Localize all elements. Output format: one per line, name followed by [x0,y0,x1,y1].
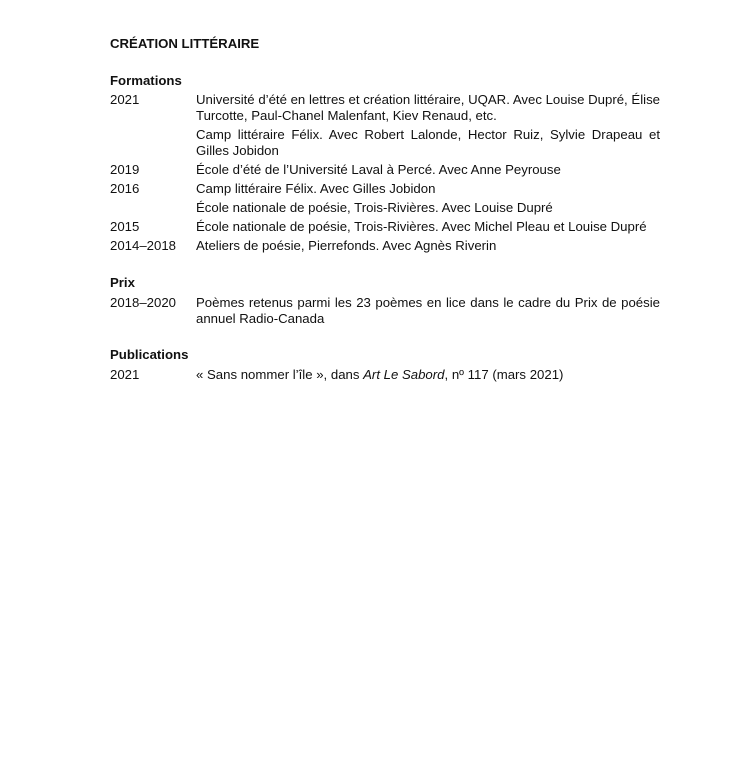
entry-description [196,367,660,383]
formation-entry [110,219,660,235]
entry-description: Camp littéraire Félix. Avec Gilles Jobidon [196,181,436,196]
entry-year: 2018–2020 [110,295,177,310]
prix-entry [110,295,660,327]
entry-year: 2015 [110,219,140,234]
publication-journal-title: Art Le Sabord [363,367,445,382]
entry-description: Ateliers de poésie, Pierrefonds. Avec Agnès Riverin [196,238,497,253]
entry-description: École nationale de poésie, Trois-Rivières. Avec Louise Dupré [196,200,553,215]
entry-year: 2021 [110,92,140,107]
page-title: CRÉATION LITTÉRAIRE [110,36,260,51]
entry-year: 2021 [110,367,140,382]
formation-entry [110,162,660,178]
section-prix [110,275,660,327]
section-heading-formations: Formations [110,73,182,88]
formation-entry [110,200,660,216]
publication-entry [110,367,660,383]
entry-year: 2019 [110,162,140,177]
entry-year: 2016 [110,181,140,196]
formation-entry [110,92,660,124]
section-publications [110,347,660,383]
entry-description: École nationale de poésie, Trois-Rivières. Avec Michel Pleau et Louise Dupré [196,219,647,234]
entry-description: Camp littéraire Félix. Avec Robert Lalonde, Hector Ruiz, Sylvie Drapeau et Gilles Jobidon [196,127,660,158]
section-heading-publications: Publications [110,347,189,362]
entry-description: Université d’été en lettres et création littéraire, UQAR. Avec Louise Dupré, Élise Turcotte, Paul-Chanel Malenfant, Kiev Renaud, etc. [196,92,660,123]
entry-description: École d’été de l’Université Laval à Percé. Avec Anne Peyrouse [196,162,561,177]
publication-text-before: « Sans nommer l’île », dans [196,367,364,382]
entry-year [110,127,196,159]
formation-entry [110,181,660,197]
formation-entry [110,127,660,159]
section-formations [110,73,660,254]
formation-entry [110,238,660,254]
entry-description: Poèmes retenus parmi les 23 poèmes en lice dans le cadre du Prix de poésie annuel Radio-Canada [196,295,660,326]
document-page [110,36,660,382]
entry-year [110,200,196,216]
entry-year: 2014–2018 [110,238,177,253]
section-heading-prix: Prix [110,275,135,290]
publication-text-after: , nº 117 (mars 2021) [444,367,564,382]
